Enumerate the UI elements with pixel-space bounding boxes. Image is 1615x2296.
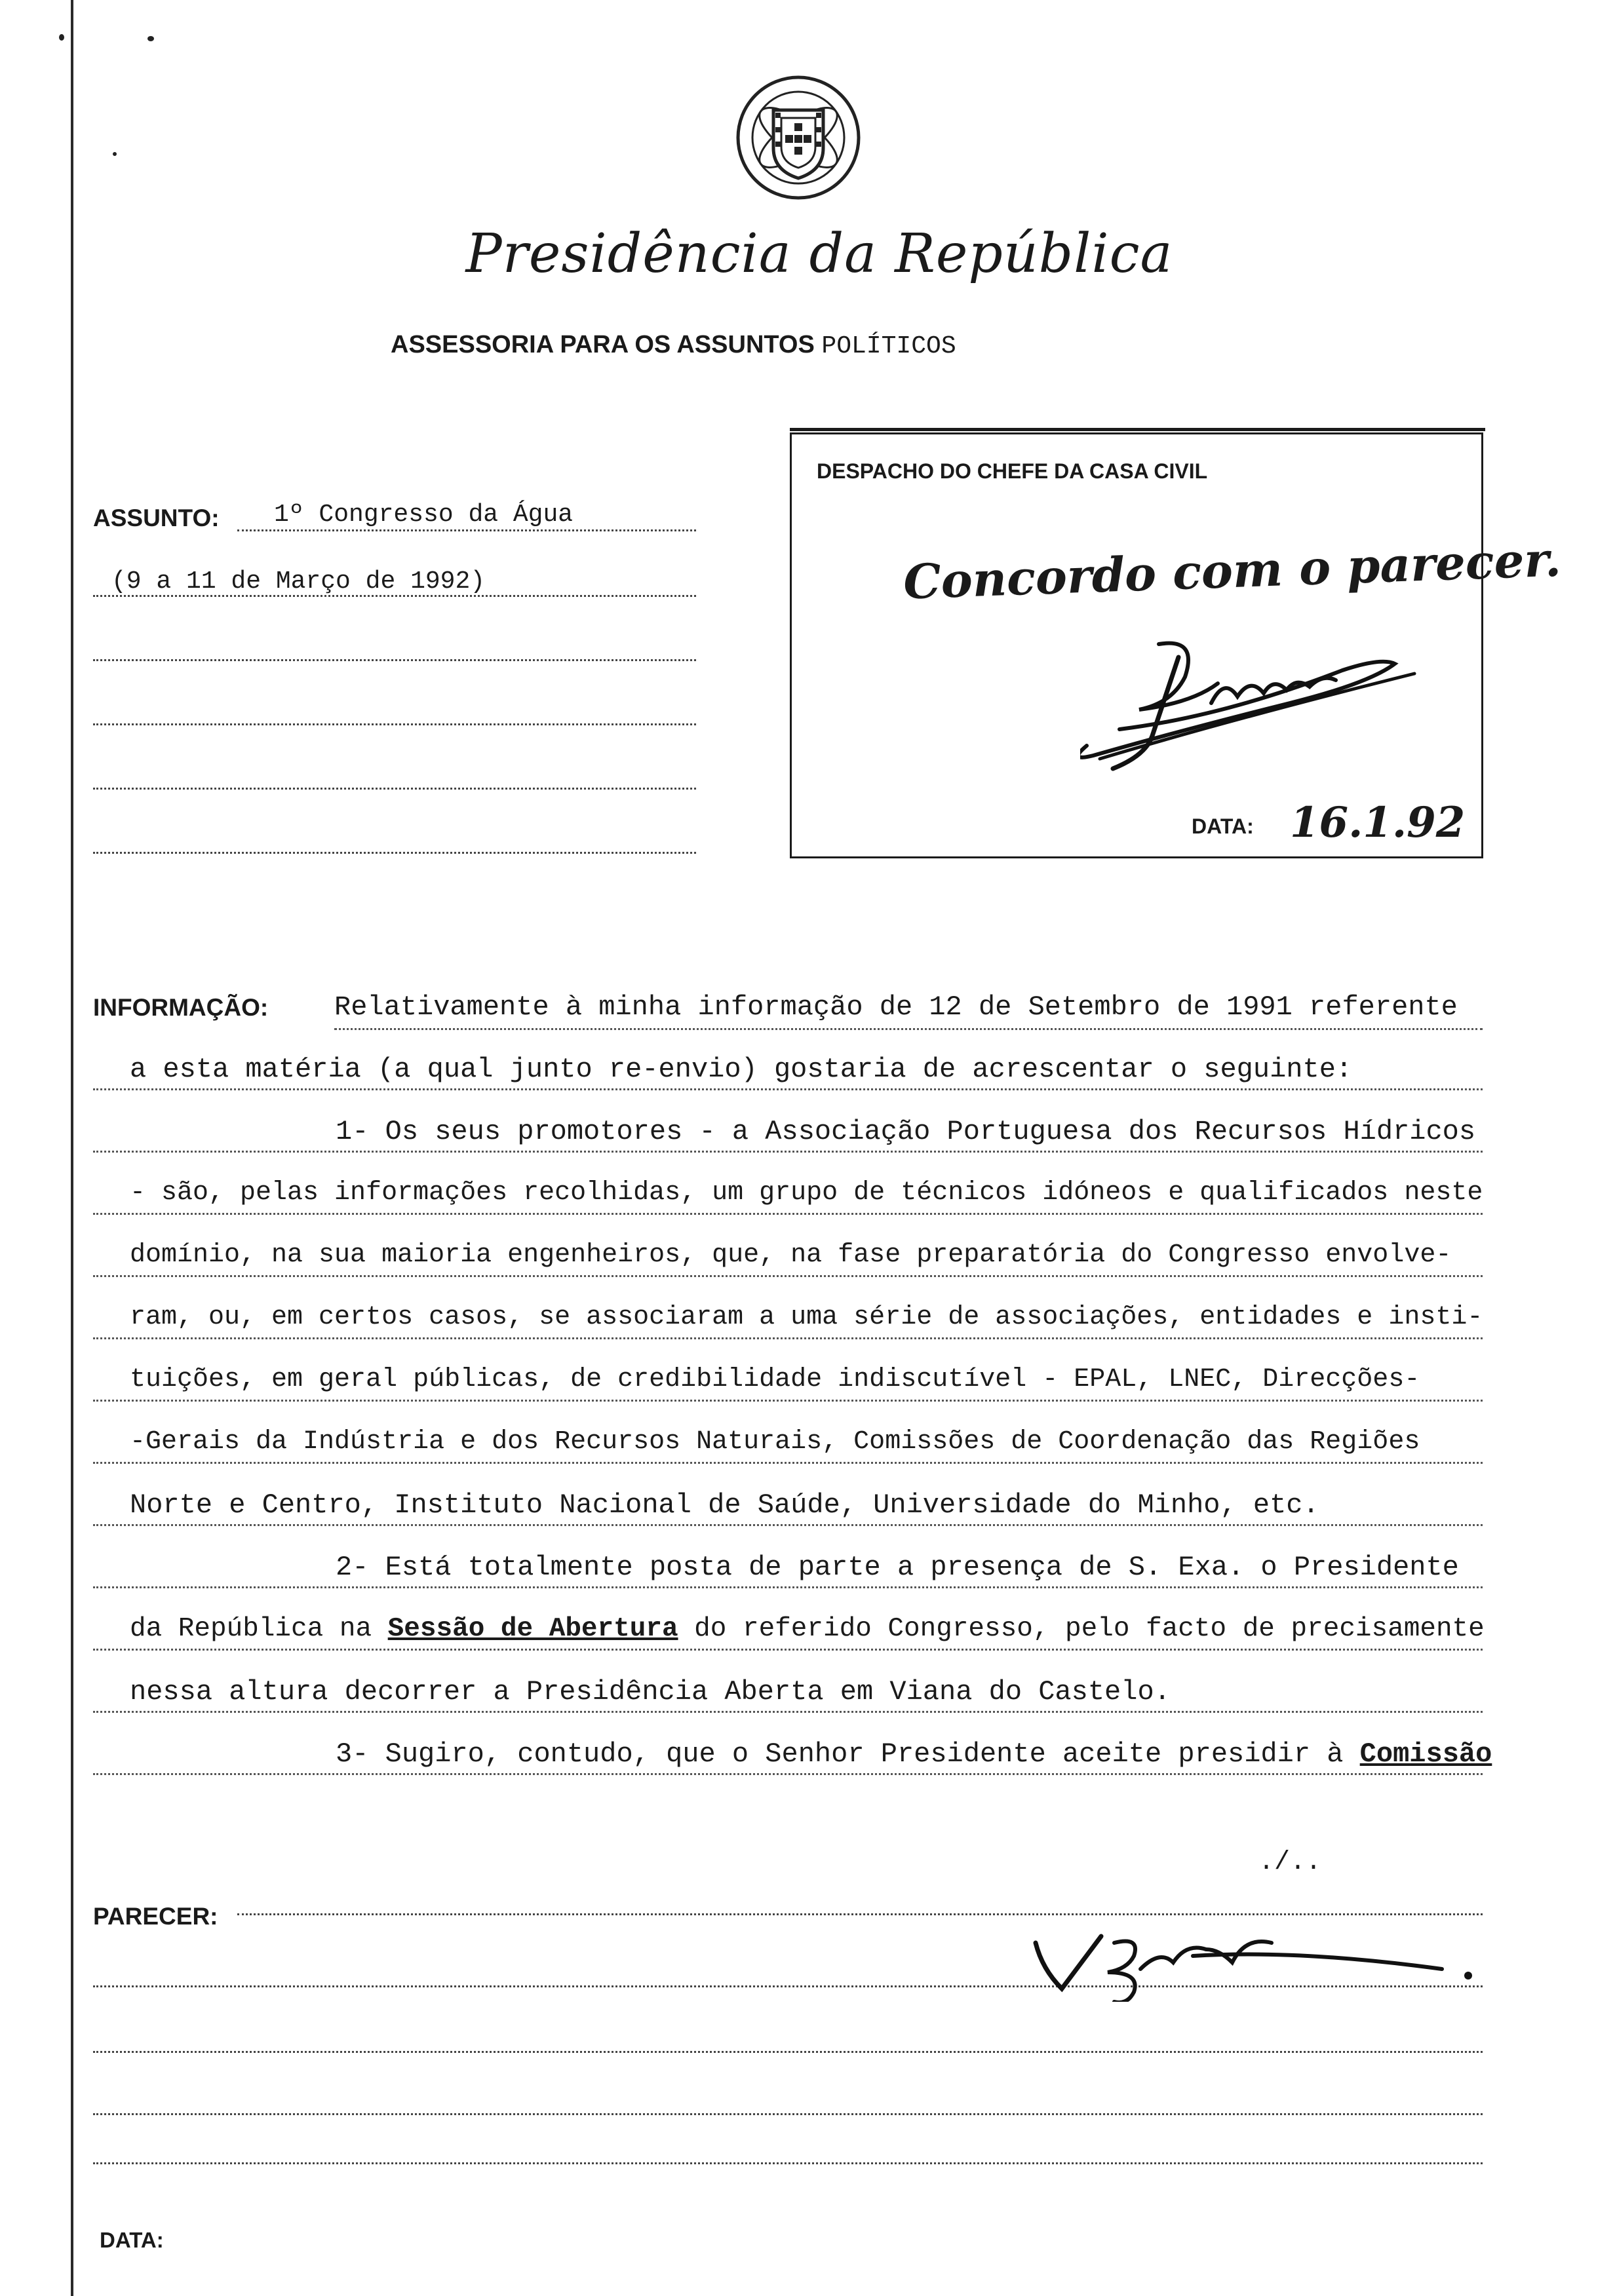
information-text: 3- Sugiro, contudo, que o Senhor Presidente aceite presidir à bbox=[336, 1738, 1344, 1770]
department-printed: ASSESSORIA PARA OS ASSUNTOS bbox=[391, 331, 815, 358]
opinion-line bbox=[237, 1913, 1483, 1915]
subject-line-1: 1º Congresso da Água bbox=[274, 501, 574, 529]
information-line bbox=[93, 1365, 1483, 1402]
information-line bbox=[334, 991, 1483, 1030]
information-text: nessa altura decorrer a Presidência Aberta em Viana do Castelo. bbox=[130, 1676, 1171, 1708]
information-text: da República na bbox=[130, 1614, 372, 1644]
information-text: 1- Os seus promotores - a Associação Portuguesa dos Recursos Hídricos bbox=[336, 1116, 1476, 1147]
subject-line-2: (9 a 11 de Março de 1992) bbox=[111, 567, 486, 596]
information-line bbox=[93, 1614, 1483, 1651]
information-line bbox=[93, 1676, 1483, 1713]
opinion-line bbox=[93, 2051, 1483, 2053]
organization-title: Presidência da República bbox=[465, 223, 1173, 285]
scan-speck bbox=[147, 36, 154, 41]
information-line bbox=[93, 1427, 1483, 1464]
despacho-note: Concordo com o parecer. bbox=[902, 531, 1563, 610]
despacho-date-value: 16.1.92 bbox=[1290, 798, 1466, 847]
information-text: tuições, em geral públicas, de credibilidade indiscutível - EPAL, LNEC, Direcções- bbox=[130, 1365, 1420, 1394]
subject-line bbox=[93, 852, 696, 854]
opinion-signature bbox=[1022, 1930, 1481, 2002]
opening-session-emphasis: Sessão de Abertura bbox=[387, 1614, 678, 1644]
subject-line bbox=[237, 529, 696, 531]
despacho-box bbox=[790, 432, 1563, 858]
information-text: - são, pelas informações recolhidas, um grupo de técnicos idóneos e qualificados neste bbox=[130, 1178, 1483, 1208]
footer-date-label: DATA: bbox=[100, 2228, 164, 2252]
information-line bbox=[93, 1738, 1492, 1775]
subject-line bbox=[93, 788, 696, 790]
information-text: 2- Está totalmente posta de parte a presença de S. Exa. o Presidente bbox=[336, 1552, 1459, 1583]
opinion-line bbox=[93, 2162, 1483, 2164]
information-line bbox=[93, 1116, 1483, 1153]
despacho-date-label: DATA: bbox=[1192, 814, 1254, 838]
information-text: domínio, na sua maioria engenheiros, que, na fase preparatória do Congresso envolve- bbox=[130, 1240, 1452, 1270]
department-subtitle bbox=[391, 331, 1177, 360]
commission-emphasis: Comissão bbox=[1359, 1738, 1492, 1770]
opinion-line bbox=[93, 2113, 1483, 2115]
information-text: Norte e Centro, Instituto Nacional de Saúde, Universidade do Minho, etc. bbox=[130, 1489, 1319, 1521]
information-line bbox=[93, 1240, 1483, 1277]
information-text: Relativamente à minha informação de 12 de Setembro de 1991 referente bbox=[334, 991, 1458, 1023]
information-text: a esta matéria (a qual junto re-envio) gostaria de acrescentar o seguinte: bbox=[130, 1054, 1353, 1085]
portuguese-coat-of-arms-icon bbox=[733, 72, 864, 203]
despacho-signature bbox=[1080, 631, 1447, 782]
subject-line bbox=[93, 659, 696, 661]
information-text: -Gerais da Indústria e dos Recursos Naturais, Comissões de Coordenação das Regiões bbox=[130, 1427, 1420, 1457]
information-line bbox=[93, 1178, 1483, 1215]
information-line bbox=[93, 1054, 1483, 1090]
subject-line bbox=[93, 723, 696, 725]
department-typed: POLÍTICOS bbox=[821, 332, 956, 360]
information-line bbox=[93, 1303, 1483, 1339]
page-edge bbox=[71, 0, 73, 2296]
information-label: INFORMAÇÃO: bbox=[93, 994, 269, 1021]
opinion-label: PARECER: bbox=[93, 1903, 218, 1930]
information-text: do referido Congresso, pelo facto de precisamente bbox=[694, 1614, 1485, 1644]
scan-speck bbox=[113, 152, 117, 156]
information-line bbox=[93, 1489, 1483, 1526]
information-line bbox=[93, 1552, 1483, 1588]
continuation-mark: ./.. bbox=[1258, 1848, 1322, 1877]
scan-speck bbox=[59, 34, 64, 41]
despacho-title: DESPACHO DO CHEFE DA CASA CIVIL bbox=[817, 459, 1208, 483]
subject-label: ASSUNTO: bbox=[93, 505, 220, 531]
information-text: ram, ou, em certos casos, se associaram a uma série de associações, entidades e insti- bbox=[130, 1303, 1483, 1332]
